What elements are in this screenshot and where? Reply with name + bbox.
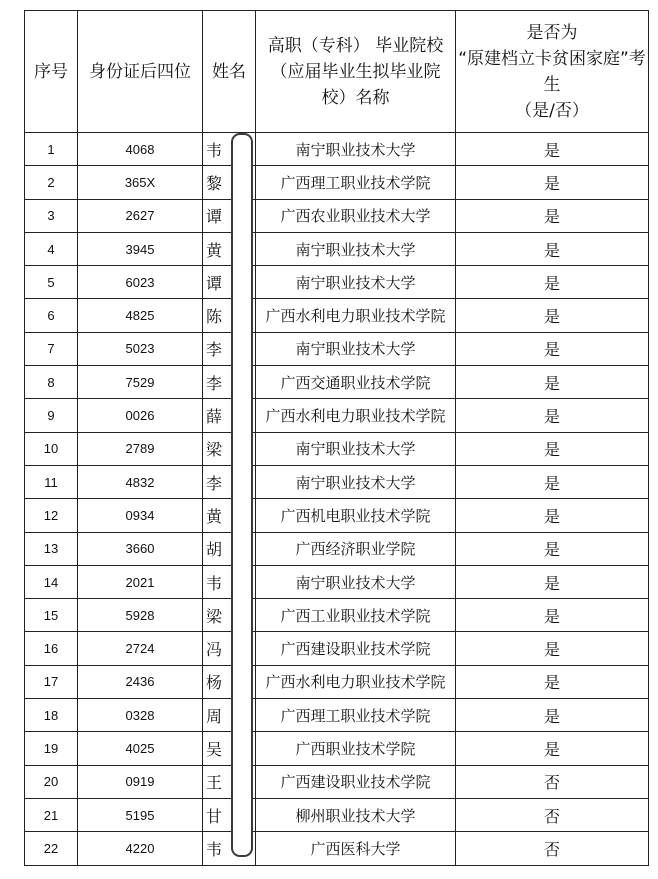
row-poverty-flag: 是 [456, 299, 649, 332]
row-school: 南宁职业技术大学 [256, 432, 456, 465]
header-poverty [456, 11, 649, 133]
header-id-last4: 身份证后四位 [78, 11, 203, 133]
row-id-last4: 2627 [78, 199, 203, 232]
row-seq: 22 [25, 832, 78, 865]
row-name: 陈 [203, 299, 256, 332]
row-poverty-flag: 是 [456, 565, 649, 598]
row-id-last4: 0328 [78, 699, 203, 732]
row-seq: 12 [25, 499, 78, 532]
row-name: 李 [203, 465, 256, 498]
table-row [25, 499, 649, 532]
row-poverty-flag: 是 [456, 665, 649, 698]
header-school: 高职（专科） 毕业院校（应届毕业生拟毕业院校）名称 [256, 11, 456, 133]
row-name: 王 [203, 765, 256, 798]
row-seq: 2 [25, 166, 78, 199]
table-row [25, 266, 649, 299]
row-name: 吴 [203, 732, 256, 765]
row-poverty-flag: 是 [456, 399, 649, 432]
row-school: 广西理工职业技术学院 [256, 166, 456, 199]
row-name: 黎 [203, 166, 256, 199]
row-seq: 14 [25, 565, 78, 598]
row-seq: 1 [25, 133, 78, 166]
row-poverty-flag: 是 [456, 599, 649, 632]
row-seq: 7 [25, 332, 78, 365]
row-poverty-flag: 是 [456, 499, 649, 532]
row-school: 广西水利电力职业技术学院 [256, 299, 456, 332]
row-poverty-flag: 是 [456, 465, 649, 498]
table-row [25, 133, 649, 166]
row-id-last4: 4220 [78, 832, 203, 865]
row-id-last4: 2789 [78, 432, 203, 465]
row-seq: 11 [25, 465, 78, 498]
row-name: 黄 [203, 232, 256, 265]
table-row [25, 399, 649, 432]
row-name: 甘 [203, 798, 256, 831]
row-seq: 5 [25, 266, 78, 299]
table-row [25, 599, 649, 632]
row-name: 梁 [203, 599, 256, 632]
row-school: 南宁职业技术大学 [256, 465, 456, 498]
row-id-last4: 5023 [78, 332, 203, 365]
row-id-last4: 365X [78, 166, 203, 199]
table-row [25, 565, 649, 598]
table-row [25, 366, 649, 399]
row-school: 南宁职业技术大学 [256, 332, 456, 365]
row-school: 南宁职业技术大学 [256, 232, 456, 265]
header-seq: 序号 [25, 11, 78, 133]
row-poverty-flag: 是 [456, 432, 649, 465]
row-seq: 3 [25, 199, 78, 232]
row-id-last4: 2021 [78, 565, 203, 598]
row-name: 黄 [203, 499, 256, 532]
row-poverty-flag: 是 [456, 266, 649, 299]
row-name: 谭 [203, 199, 256, 232]
row-school: 广西交通职业技术学院 [256, 366, 456, 399]
row-poverty-flag: 是 [456, 199, 649, 232]
header-row [25, 11, 649, 133]
row-poverty-flag: 是 [456, 166, 649, 199]
row-seq: 13 [25, 532, 78, 565]
row-seq: 6 [25, 299, 78, 332]
row-name: 梁 [203, 432, 256, 465]
table-row [25, 232, 649, 265]
candidate-table [24, 10, 649, 866]
row-school: 广西农业职业技术大学 [256, 199, 456, 232]
row-school: 广西理工职业技术学院 [256, 699, 456, 732]
row-name: 谭 [203, 266, 256, 299]
row-school: 广西建设职业技术学院 [256, 632, 456, 665]
row-id-last4: 2436 [78, 665, 203, 698]
table-row [25, 765, 649, 798]
row-school: 广西职业技术学院 [256, 732, 456, 765]
row-id-last4: 7529 [78, 366, 203, 399]
row-name: 李 [203, 332, 256, 365]
row-seq: 9 [25, 399, 78, 432]
row-id-last4: 3660 [78, 532, 203, 565]
row-id-last4: 6023 [78, 266, 203, 299]
row-school: 广西经济职业学院 [256, 532, 456, 565]
row-name: 冯 [203, 632, 256, 665]
table-row [25, 166, 649, 199]
row-seq: 15 [25, 599, 78, 632]
row-seq: 16 [25, 632, 78, 665]
row-name: 周 [203, 699, 256, 732]
row-poverty-flag: 是 [456, 232, 649, 265]
row-id-last4: 0934 [78, 499, 203, 532]
row-poverty-flag: 是 [456, 532, 649, 565]
row-name: 李 [203, 366, 256, 399]
row-seq: 19 [25, 732, 78, 765]
row-poverty-flag: 是 [456, 632, 649, 665]
table-row [25, 199, 649, 232]
row-school: 柳州职业技术大学 [256, 798, 456, 831]
row-id-last4: 5195 [78, 798, 203, 831]
row-school: 广西水利电力职业技术学院 [256, 665, 456, 698]
row-poverty-flag: 是 [456, 332, 649, 365]
table-row [25, 432, 649, 465]
table-row [25, 732, 649, 765]
row-seq: 20 [25, 765, 78, 798]
row-school: 南宁职业技术大学 [256, 133, 456, 166]
row-school: 广西机电职业技术学院 [256, 499, 456, 532]
header-name: 姓名 [203, 11, 256, 133]
row-poverty-flag: 否 [456, 798, 649, 831]
row-seq: 4 [25, 232, 78, 265]
header-poverty-line2: “原建档立卡贫困家庭”考生 [458, 48, 646, 95]
row-school: 广西建设职业技术学院 [256, 765, 456, 798]
table-row [25, 465, 649, 498]
row-id-last4: 0919 [78, 765, 203, 798]
redaction-bar [231, 133, 253, 857]
row-school: 南宁职业技术大学 [256, 565, 456, 598]
table-row [25, 798, 649, 831]
row-seq: 10 [25, 432, 78, 465]
row-name: 韦 [203, 565, 256, 598]
row-school: 广西医科大学 [256, 832, 456, 865]
table-row [25, 299, 649, 332]
row-school: 广西工业职业技术学院 [256, 599, 456, 632]
row-seq: 18 [25, 699, 78, 732]
row-poverty-flag: 是 [456, 699, 649, 732]
row-name: 韦 [203, 832, 256, 865]
row-name: 薛 [203, 399, 256, 432]
row-id-last4: 4068 [78, 133, 203, 166]
row-seq: 8 [25, 366, 78, 399]
row-id-last4: 3945 [78, 232, 203, 265]
row-poverty-flag: 否 [456, 765, 649, 798]
row-name: 杨 [203, 665, 256, 698]
table-row [25, 832, 649, 865]
row-name: 韦 [203, 133, 256, 166]
row-poverty-flag: 否 [456, 832, 649, 865]
row-id-last4: 0026 [78, 399, 203, 432]
row-poverty-flag: 是 [456, 732, 649, 765]
header-poverty-line3: （是/否） [515, 100, 589, 121]
row-poverty-flag: 是 [456, 133, 649, 166]
row-poverty-flag: 是 [456, 366, 649, 399]
table-row [25, 665, 649, 698]
table-row [25, 532, 649, 565]
row-id-last4: 4825 [78, 299, 203, 332]
table-row [25, 332, 649, 365]
row-id-last4: 4025 [78, 732, 203, 765]
header-poverty-line1: 是否为 [526, 22, 578, 43]
row-name: 胡 [203, 532, 256, 565]
row-school: 南宁职业技术大学 [256, 266, 456, 299]
table-row [25, 699, 649, 732]
row-id-last4: 5928 [78, 599, 203, 632]
table-row [25, 632, 649, 665]
row-seq: 21 [25, 798, 78, 831]
row-id-last4: 2724 [78, 632, 203, 665]
row-school: 广西水利电力职业技术学院 [256, 399, 456, 432]
row-id-last4: 4832 [78, 465, 203, 498]
row-seq: 17 [25, 665, 78, 698]
